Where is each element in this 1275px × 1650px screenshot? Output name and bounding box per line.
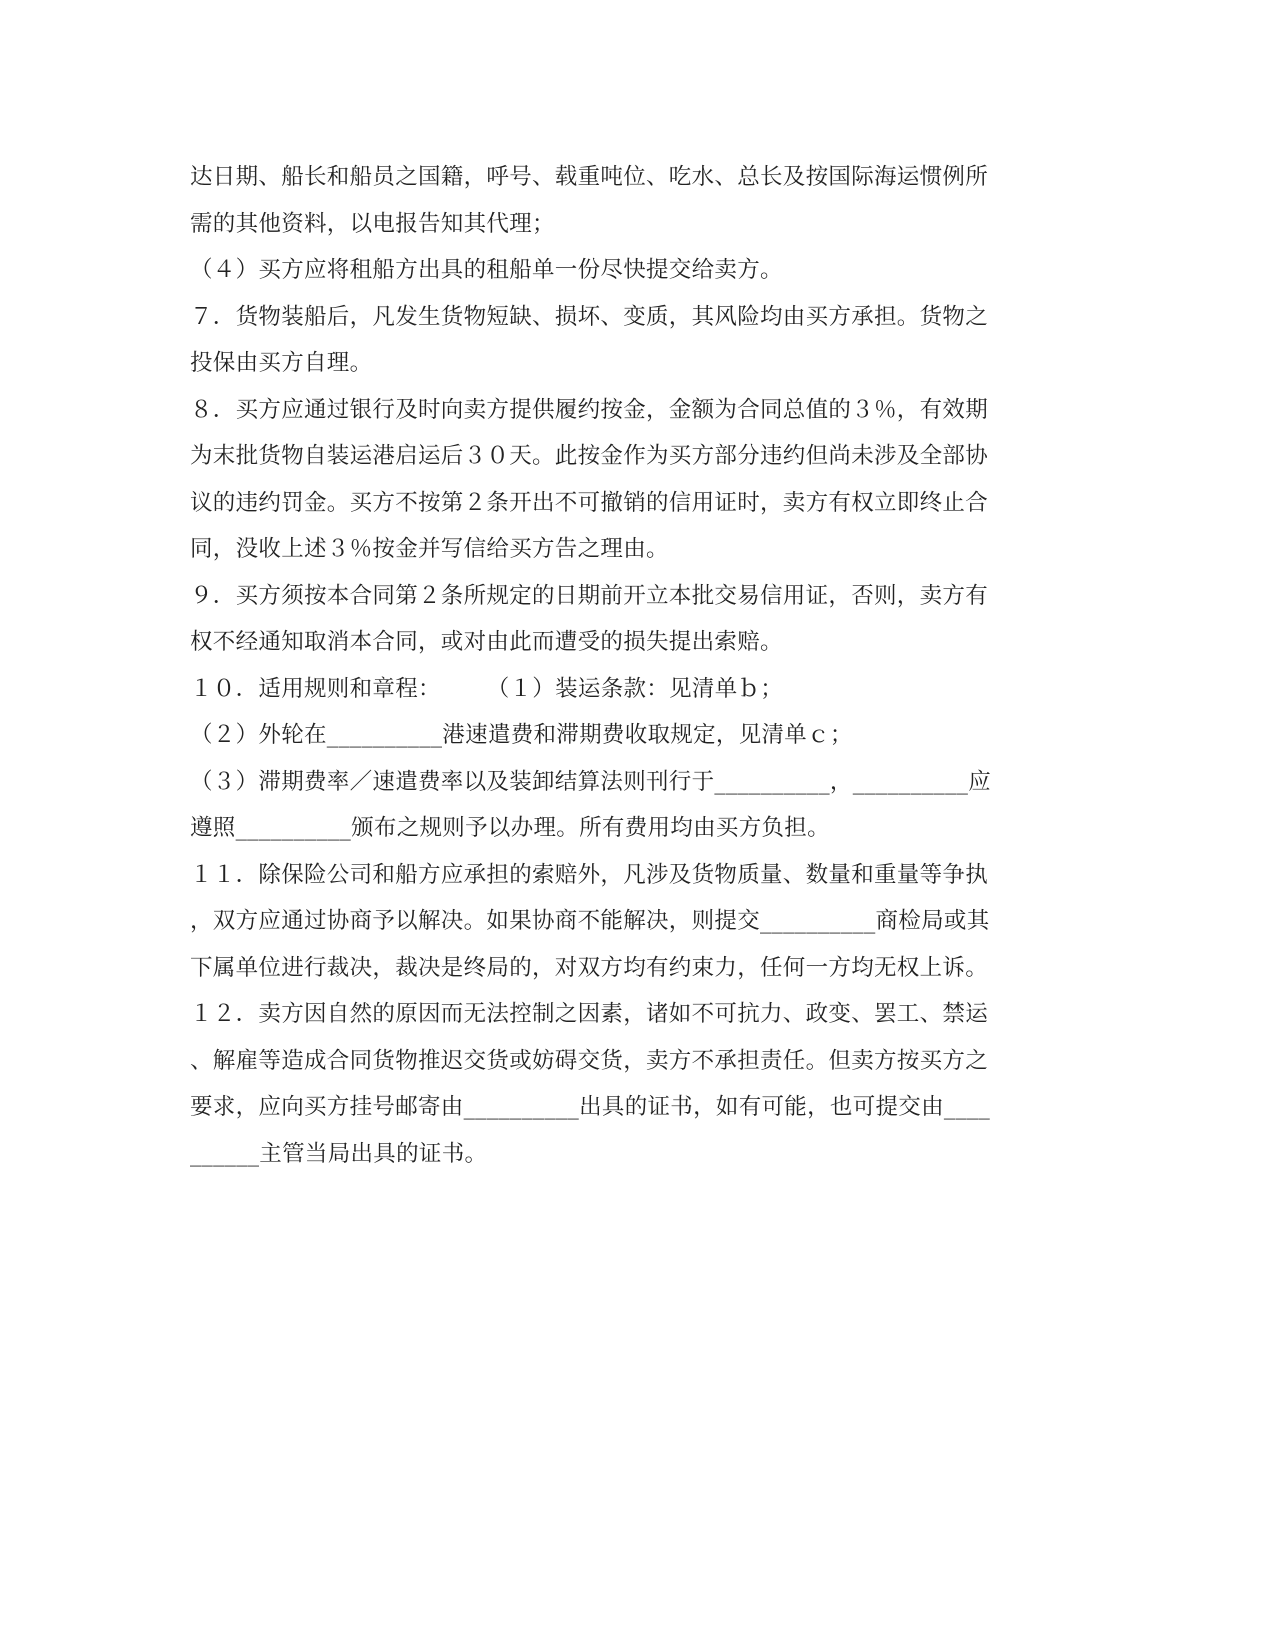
text-line: １０．适用规则和章程： （１）装运条款：见清单ｂ； [190,675,784,702]
text-line: 下属单位进行裁决，裁决是终局的，对双方均有约束力，任何一方均无权上诉。 [190,954,989,981]
text-line: ９．买方须按本合同第２条所规定的日期前开立本批交易信用证，否则，卖方有 [190,582,989,609]
text-line: 需的其他资料，以电报告知其代理； [190,210,555,237]
text-line: ８．买方应通过银行及时向卖方提供履约按金，金额为合同总值的３％，有效期 [190,396,989,423]
text-line: ，双方应通过协商予以解决。如果协商不能解决，则提交__________商检局或其 [190,908,990,934]
text-line: （２）外轮在__________港速遣费和滞期费收取规定，见清单ｃ； [190,722,853,748]
text-line: （３）滞期费率／速遣费率以及装卸结算法则刊行于__________，__________应 [190,768,992,795]
text-line: 要求，应向买方挂号邮寄由__________出具的证书，如有可能，也可提交由____ [190,1094,991,1120]
text-line: 达日期、船长和船员之国籍，呼号、载重吨位、吃水、总长及按国际海运惯例所 [190,164,989,190]
text-line: 投保由买方自理。 [190,350,373,376]
text-line: （４）买方应将租船方出具的租船单一份尽快提交给卖方。 [190,257,783,283]
text-line: 为末批货物自装运港启运后３０天。此按金作为买方部分违约但尚未涉及全部协 [190,443,989,469]
text-line: ______主管当局出具的证书。 [190,1140,488,1167]
document-body [190,154,1080,1177]
text-line: １１．除保险公司和船方应承担的索赔外，凡涉及货物质量、数量和重量等争执 [190,861,989,888]
text-line: ７．货物装船后，凡发生货物短缺、损坏、变质，其风险均由买方承担。货物之 [190,303,989,330]
text-line: 、解雇等造成合同货物推迟交货或妨碍交货，卖方不承担责任。但卖方按买方之 [190,1047,989,1074]
text-line: １２．卖方因自然的原因而无法控制之因素，诸如不可抗力、政变、罢工、禁运 [190,1001,989,1027]
text-line: 遵照__________颁布之规则予以办理。所有费用均由买方负担。 [190,815,830,841]
text-line: 权不经通知取消本合同，或对由此而遭受的损失提出索赔。 [190,629,783,655]
text-line: 同，没收上述３％按金并写信给买方告之理由。 [190,536,669,562]
text-line: 议的违约罚金。买方不按第２条开出不可撤销的信用证时，卖方有权立即终止合 [190,489,989,516]
